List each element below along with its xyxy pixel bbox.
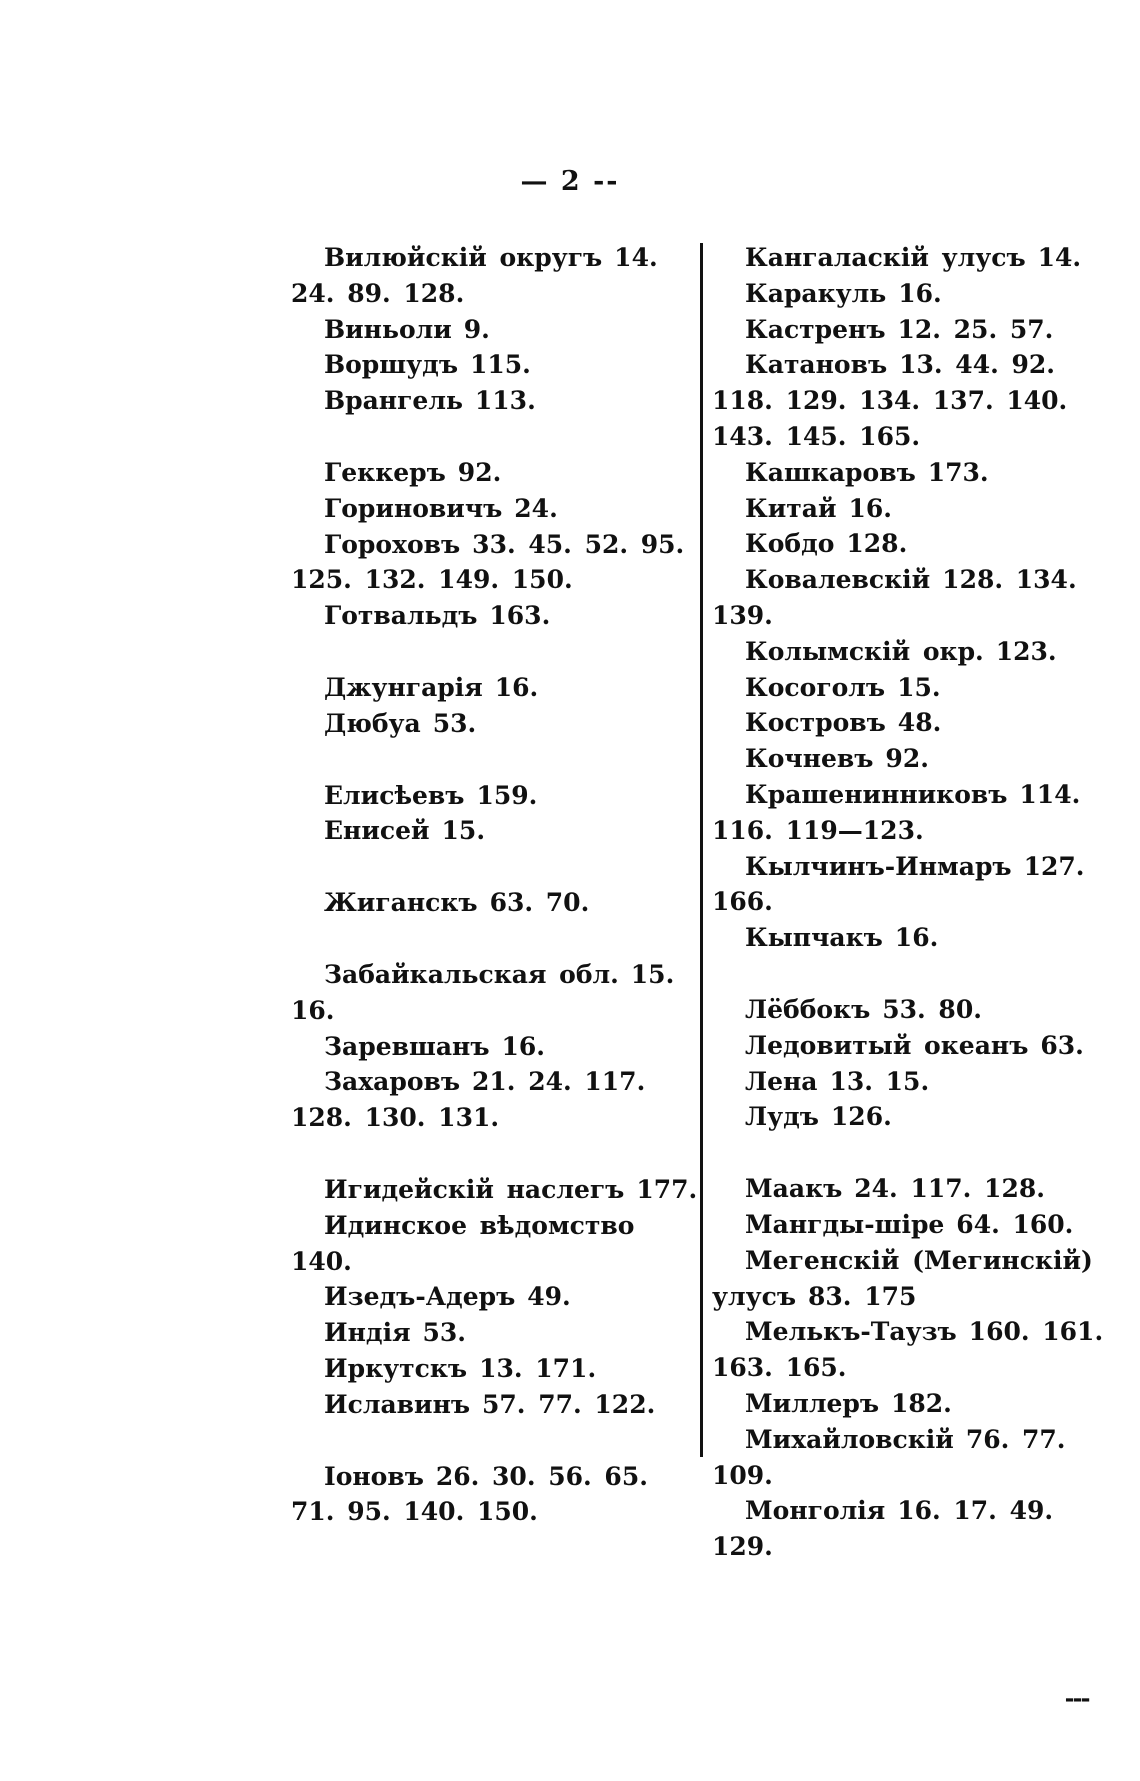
entry-name: Маакъ	[745, 1174, 843, 1204]
index-entry	[291, 1029, 703, 1065]
entry-page-refs: 92.	[457, 457, 502, 487]
entry-name: Дюбуа	[324, 708, 421, 738]
index-entry	[712, 526, 1120, 562]
entry-gap	[291, 1423, 703, 1459]
entry-gap	[291, 419, 703, 455]
index-entry	[712, 741, 1120, 777]
index-entry	[291, 1387, 703, 1423]
index-entry	[712, 1207, 1120, 1243]
entry-page-refs: 24. 117. 128.	[854, 1174, 1045, 1204]
entry-name: Михайловскій	[745, 1424, 954, 1454]
entry-page-refs: 24.	[514, 493, 558, 523]
entry-page-refs: 14. 24. 89. 128.	[291, 243, 658, 308]
entry-gap	[291, 849, 703, 885]
entry-name: Врангель	[324, 386, 463, 416]
entry-name: Крашенинниковъ	[745, 779, 1008, 809]
entry-name: Енисей	[324, 816, 430, 846]
entry-name: Монголія	[745, 1496, 886, 1526]
entry-page-refs: 49.	[527, 1282, 571, 1312]
index-entry	[291, 1172, 703, 1208]
entry-page-refs: 15.	[897, 672, 941, 702]
entry-page-refs: 63.	[1040, 1030, 1084, 1060]
entry-name: Гориновичъ	[324, 493, 503, 523]
entry-name: Идинское вѣдомство	[324, 1210, 635, 1240]
entry-name: Заревшанъ	[324, 1031, 490, 1061]
entry-name: Кылчинъ-Инмаръ	[745, 851, 1012, 881]
entry-name: Китай	[745, 493, 837, 523]
entry-gap	[291, 1136, 703, 1172]
index-entry	[712, 562, 1120, 634]
entry-name: Мангды-шіре	[745, 1209, 945, 1239]
entry-page-refs: 160. 161. 163. 165.	[712, 1317, 1104, 1383]
entry-name: Лёббокъ	[745, 994, 871, 1024]
entry-name: Жиганскъ	[324, 888, 478, 918]
entry-page-refs: 16.	[501, 1031, 545, 1061]
index-entry	[712, 849, 1120, 921]
entry-page-refs: 63. 70.	[489, 888, 590, 918]
index-entry	[291, 1279, 703, 1315]
entry-name: Изедъ-Адеръ	[324, 1282, 516, 1312]
entry-name: Забайкальская обл.	[324, 959, 619, 989]
index-column-right	[712, 240, 1120, 1565]
index-column-left	[291, 240, 703, 1530]
index-entry	[712, 777, 1120, 849]
entry-name: Геккеръ	[324, 457, 446, 487]
entry-name: Джунгарія	[324, 672, 483, 702]
entry-page-refs: 182.	[891, 1388, 952, 1418]
index-entry	[712, 634, 1120, 670]
entry-page-refs: 16.	[848, 493, 892, 523]
index-entry	[712, 312, 1120, 348]
entry-name: Кашкаровъ	[745, 457, 916, 487]
entry-name: Вилюйскій округъ	[324, 243, 603, 272]
index-entry	[291, 1351, 703, 1387]
entry-page-refs: 53.	[422, 1318, 467, 1348]
index-entry	[291, 957, 703, 1029]
index-entry	[712, 1099, 1120, 1135]
entry-name: Кобдо	[745, 529, 835, 559]
entry-gap	[291, 921, 703, 957]
entry-gap	[291, 742, 703, 778]
index-entry	[712, 240, 1120, 276]
entry-page-refs: 57. 77. 122.	[482, 1389, 656, 1419]
entry-name: Иркутскъ	[324, 1353, 468, 1383]
index-entry	[291, 813, 703, 849]
page-number: — 2 --	[520, 166, 620, 197]
entry-page-refs: 114. 116. 119—123.	[712, 779, 1081, 845]
index-entry	[291, 598, 703, 634]
entry-page-refs: 177.	[636, 1174, 698, 1204]
entry-name: Кангаласкій улусъ	[745, 243, 1026, 272]
column-divider	[700, 243, 703, 1457]
entry-page-refs: 173.	[927, 457, 989, 487]
entry-page-refs: 16.	[494, 672, 539, 702]
index-entry	[712, 1028, 1120, 1064]
entry-name: Ледовитый океанъ	[745, 1030, 1029, 1060]
entry-page-refs: 128. 134. 139.	[712, 565, 1077, 630]
entry-name: Костровъ	[745, 708, 886, 738]
entry-page-refs: 128.	[846, 529, 908, 559]
entry-page-refs: 123.	[995, 636, 1057, 666]
entry-name: Колымскій окр.	[745, 636, 984, 666]
entry-page-refs: 76. 77. 109.	[712, 1424, 1066, 1490]
entry-page-refs: 16. 17. 49. 129.	[712, 1496, 1054, 1562]
index-entry	[291, 527, 703, 599]
entry-page-refs: 83. 175	[808, 1281, 917, 1311]
entry-name: Воршудъ	[324, 350, 458, 380]
entry-page-refs: 127. 166.	[712, 851, 1085, 917]
entry-name: Елисѣевъ	[324, 780, 465, 810]
entry-page-refs: 16.	[898, 278, 942, 308]
entry-page-refs: 140.	[291, 1246, 352, 1276]
entry-name: Косоголъ	[745, 672, 886, 702]
index-entry	[291, 455, 703, 491]
entry-page-refs: 15.	[441, 816, 486, 846]
entry-name: Гороховъ	[324, 529, 461, 559]
index-entry	[291, 240, 703, 312]
entry-name: Мелькъ-Таузъ	[745, 1317, 957, 1347]
index-entry	[712, 455, 1120, 491]
entry-name: Виньоли	[324, 314, 452, 344]
entry-page-refs: 13. 171.	[479, 1353, 597, 1383]
index-entry	[291, 706, 703, 742]
index-entry	[712, 1314, 1120, 1386]
entry-page-refs: 163.	[489, 601, 551, 631]
entry-page-refs: 53.	[432, 708, 477, 738]
entry-name: Катановъ	[745, 350, 888, 380]
index-entry	[291, 1315, 703, 1351]
entry-page-refs: 13. 15.	[829, 1066, 930, 1096]
entry-name: Лудъ	[745, 1102, 819, 1132]
index-entry	[291, 383, 703, 419]
entry-name: Готвальдъ	[324, 601, 478, 631]
index-entry	[291, 778, 703, 814]
entry-name: Кочневъ	[745, 744, 874, 774]
index-entry	[712, 920, 1120, 956]
entry-name: Кыпчакъ	[745, 923, 883, 953]
index-entry	[291, 670, 703, 706]
entry-page-refs: 48.	[897, 708, 942, 738]
entry-page-refs: 26. 30. 56. 65. 71. 95. 140. 150.	[291, 1461, 648, 1527]
entry-name: Кастренъ	[745, 314, 886, 344]
index-entry	[712, 276, 1120, 312]
entry-gap	[291, 634, 703, 670]
index-entry	[291, 1459, 703, 1531]
entry-page-refs: 12. 25. 57.	[897, 314, 1054, 344]
entry-name: Иславинъ	[324, 1389, 471, 1419]
entry-page-refs: 126.	[830, 1102, 892, 1132]
index-entry	[712, 1171, 1120, 1207]
entry-name: Лена	[745, 1066, 818, 1096]
index-entry	[291, 1208, 703, 1280]
entry-name: Индія	[324, 1318, 411, 1348]
entry-name: Ковалевскій	[745, 565, 931, 595]
index-entry	[291, 312, 703, 348]
entry-page-refs: 21. 24. 117. 128. 130. 131.	[291, 1067, 646, 1133]
entry-name: Каракуль	[745, 278, 887, 308]
entry-name: Захаровъ	[324, 1067, 461, 1097]
entry-page-refs: 33. 45. 52. 95. 125. 132. 149. 150.	[291, 529, 685, 595]
index-entry	[712, 1493, 1120, 1565]
entry-page-refs: 16.	[894, 923, 939, 953]
index-entry	[712, 992, 1120, 1028]
index-entry	[712, 1422, 1120, 1494]
index-entry	[712, 670, 1120, 706]
index-entry	[291, 1064, 703, 1136]
index-entry	[291, 885, 703, 921]
entry-name: Игидейскій наслегъ	[324, 1174, 625, 1204]
entry-page-refs: 9.	[463, 314, 490, 344]
entry-page-refs: 92.	[885, 744, 929, 774]
entry-gap	[712, 1135, 1120, 1171]
entry-name: Іоновъ	[324, 1461, 424, 1491]
entry-page-refs: 64. 160.	[956, 1209, 1074, 1239]
entry-page-refs: 53. 80.	[882, 994, 982, 1024]
index-entry	[712, 1386, 1120, 1422]
entry-page-refs: 15. 16.	[291, 959, 675, 1025]
entry-page-refs: 159.	[476, 780, 538, 810]
entry-gap	[712, 956, 1120, 992]
index-entry	[712, 705, 1120, 741]
index-entry	[291, 491, 703, 527]
entry-name: Миллеръ	[745, 1388, 880, 1418]
index-entry	[712, 347, 1120, 454]
entry-name: Мегенскій (Мегинскій) улусъ	[712, 1245, 1093, 1311]
index-entry	[712, 491, 1120, 527]
entry-page-refs: 113.	[474, 386, 536, 416]
entry-page-refs: 115.	[469, 350, 531, 380]
page-corner-mark: ⁃⁃⁃	[1064, 1688, 1088, 1714]
index-entry	[712, 1243, 1120, 1315]
entry-page-refs: 13. 44. 92. 118. 129. 134. 137. 140. 143. 145. 165.	[712, 350, 1068, 451]
index-entry	[291, 347, 703, 383]
index-entry	[712, 1064, 1120, 1100]
entry-page-refs: 14.	[1037, 243, 1082, 272]
